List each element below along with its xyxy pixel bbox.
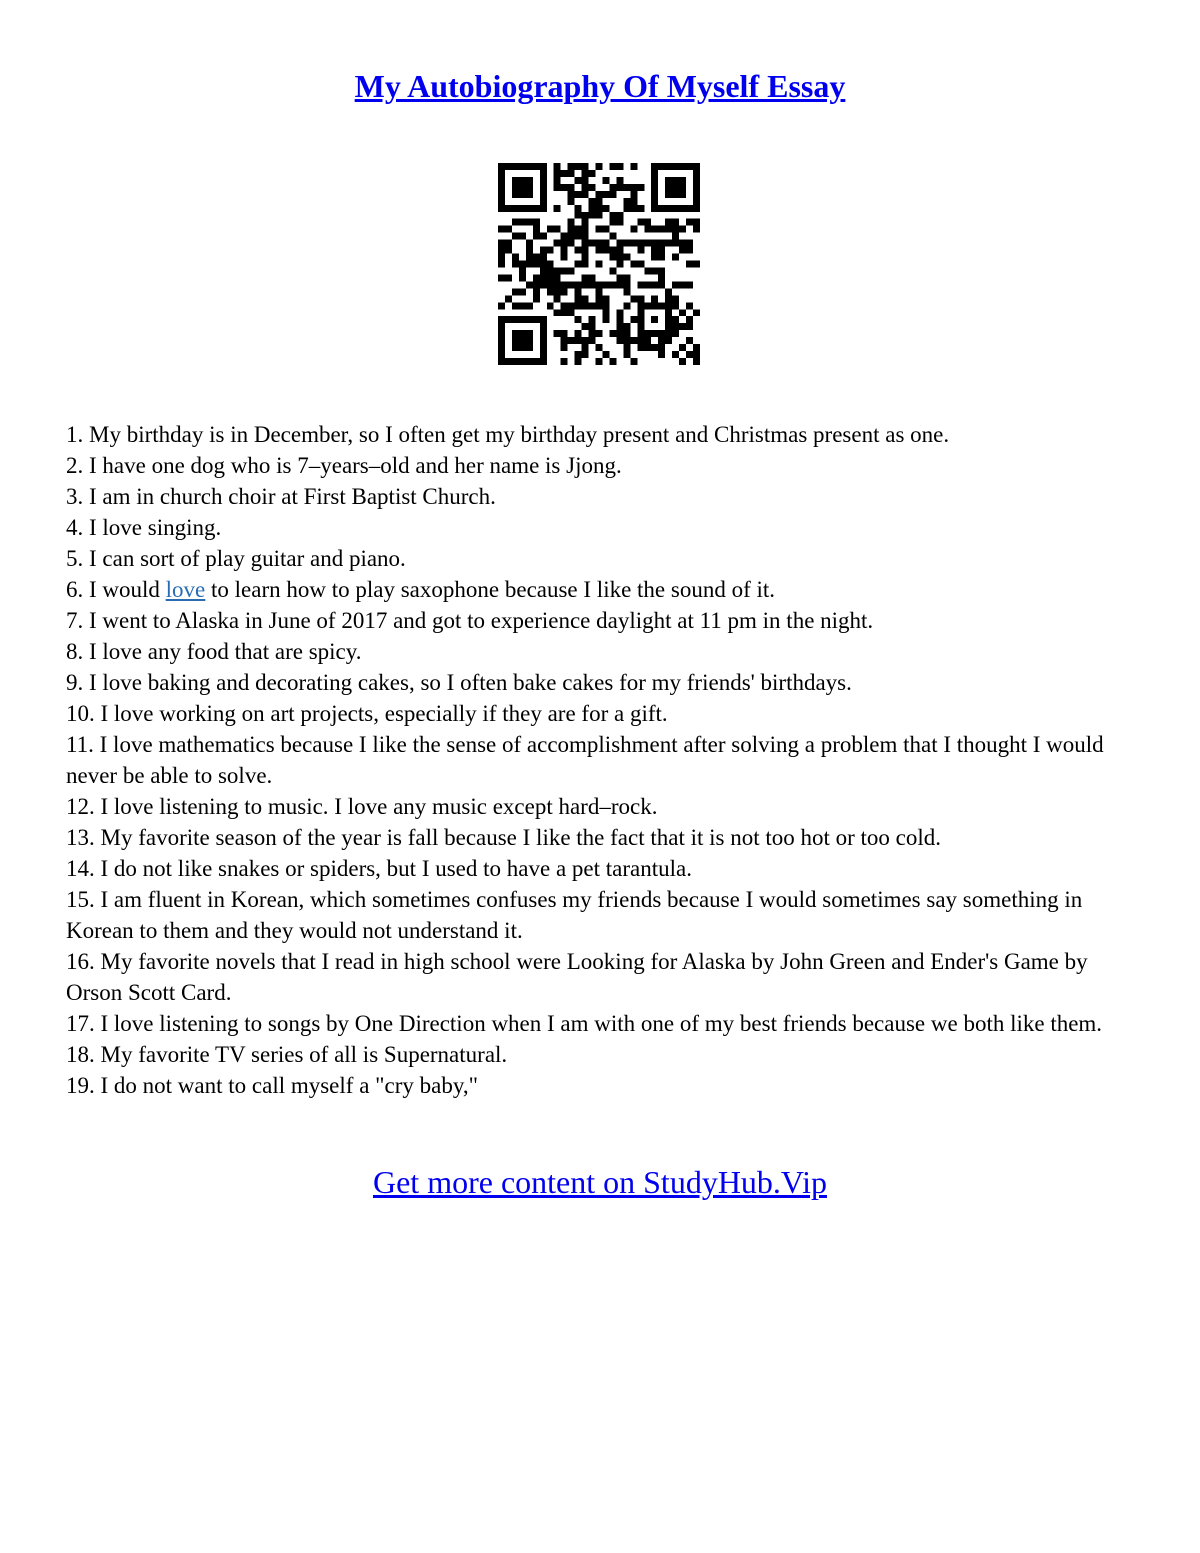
list-item-text: to learn how to play saxophone because I like the sound of it. [205, 577, 776, 602]
facts-list [66, 419, 1106, 1101]
list-item: 7. I went to Alaska in June of 2017 and got to experience daylight at 11 pm in the night. [66, 608, 874, 633]
list-item: 15. I am fluent in Korean, which sometimes confuses my friends because I would sometimes say something in Korean to them and they would not understand it. [66, 887, 1083, 943]
qr-code-graphic [498, 163, 700, 365]
list-item: 5. I can sort of play guitar and piano. [66, 546, 406, 571]
list-item-text: 6. I would [66, 577, 166, 602]
list-item: 11. I love mathematics because I like the sense of accomplishment after solving a problem that I thought I would never be able to solve. [66, 732, 1104, 788]
list-item: 3. I am in church choir at First Baptist Church. [66, 484, 496, 509]
list-item [66, 574, 1106, 605]
list-item: 4. I love singing. [66, 515, 222, 540]
footer-link[interactable]: Get more content on StudyHub.Vip [372, 1164, 827, 1200]
list-item: 19. I do not want to call myself a "cry baby," [66, 1073, 479, 1098]
list-item: 2. I have one dog who is 7–years–old and her name is Jjong. [66, 453, 622, 478]
list-item: 10. I love working on art projects, especially if they are for a gift. [66, 701, 668, 726]
page-title [0, 66, 1200, 106]
list-item: 16. My favorite novels that I read in high school were Looking for Alaska by John Green and Ender's Game by Orson Scott Card. [66, 949, 1088, 1005]
list-item: 12. I love listening to music. I love any music except hard–rock. [66, 794, 658, 819]
list-item: 9. I love baking and decorating cakes, so I often bake cakes for my friends' birthdays. [66, 670, 852, 695]
list-item: 18. My favorite TV series of all is Supernatural. [66, 1042, 508, 1067]
list-item: 13. My favorite season of the year is fall because I like the fact that it is not too hot or too cold. [66, 825, 942, 850]
list-item: 14. I do not like snakes or spiders, but I used to have a pet tarantula. [66, 856, 692, 881]
qr-code-icon [498, 163, 700, 365]
list-item: 1. My birthday is in December, so I often get my birthday present and Christmas present as one. [66, 422, 950, 447]
list-item: 8. I love any food that are spicy. [66, 639, 362, 664]
list-item: 17. I love listening to songs by One Direction when I am with one of my best friends because we both like them. [66, 1011, 1103, 1036]
inline-link[interactable]: love [165, 577, 206, 602]
footer [0, 1162, 1200, 1202]
title-link[interactable]: My Autobiography Of Myself Essay [354, 68, 846, 104]
